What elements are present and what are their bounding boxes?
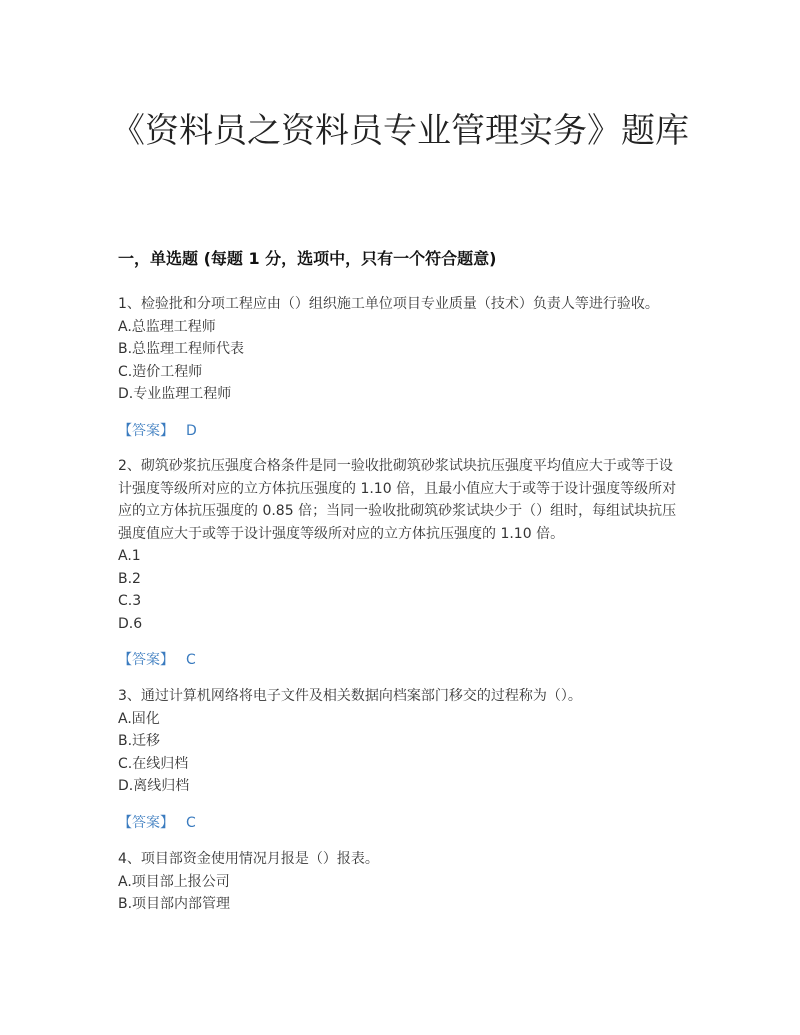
answer-value: C: [186, 814, 196, 831]
question-stem: 1、检验批和分项工程应由（）组织施工单位项目专业质量（技术）负责人等进行验收。: [118, 296, 659, 312]
answer-value: C: [186, 652, 196, 668]
question-stem: 3、通过计算机网络将电子文件及相关数据向档案部门移交的过程称为（）。: [118, 688, 582, 704]
option-a: A.1: [118, 548, 141, 564]
answer-label: 【答案】: [118, 422, 174, 439]
question-stem: 4、项目部资金使用情况月报是（）报表。: [118, 851, 379, 867]
question-1: [118, 293, 678, 442]
question-4: [118, 848, 678, 916]
option-b: B.项目部内部管理: [118, 896, 231, 912]
answer-line: [118, 812, 678, 834]
option-d: D.6: [118, 615, 143, 632]
answer-label: 【答案】: [118, 652, 174, 668]
answer-line: [118, 649, 678, 671]
option-a: A.项目部上报公司: [118, 873, 230, 890]
option-a: A.固化: [118, 710, 160, 727]
answer-label: 【答案】: [118, 814, 174, 831]
answer-value: D: [186, 422, 197, 439]
option-c: C.3: [118, 593, 142, 609]
option-d: D.离线归档: [118, 778, 190, 794]
option-c: C.造价工程师: [118, 363, 203, 380]
question-3: [118, 685, 678, 834]
option-b: B.2: [118, 570, 141, 587]
option-b: B.总监理工程师代表: [118, 341, 245, 357]
section-heading: 一，单选题 (每题 1 分，选项中，只有一个符合题意): [118, 249, 497, 268]
option-c: C.在线归档: [118, 755, 189, 772]
question-2: [118, 455, 678, 671]
option-a: A.总监理工程师: [118, 318, 216, 335]
answer-line: [118, 420, 678, 442]
option-d: D.专业监理工程师: [118, 386, 232, 402]
question-stem: 2、砌筑砂浆抗压强度合格条件是同一验收批砌筑砂浆试块抗压强度平均值应大于或等于设计强度等级所对应的立方体抗压强度的 1.10 倍，且最小值应大于或等于设计强度等级所对应的立方体抗压强度的 0.85 倍；当同一验收批砌筑砂浆试块少于（）组时，每组试块抗压强度值应大于或等于设计强度等级所对应的立方体抗压强度的 1.10 倍。: [118, 458, 677, 542]
document-title: 《资料员之资料员专业管理实务》题库: [111, 111, 689, 151]
option-b: B.迁移: [118, 733, 161, 749]
